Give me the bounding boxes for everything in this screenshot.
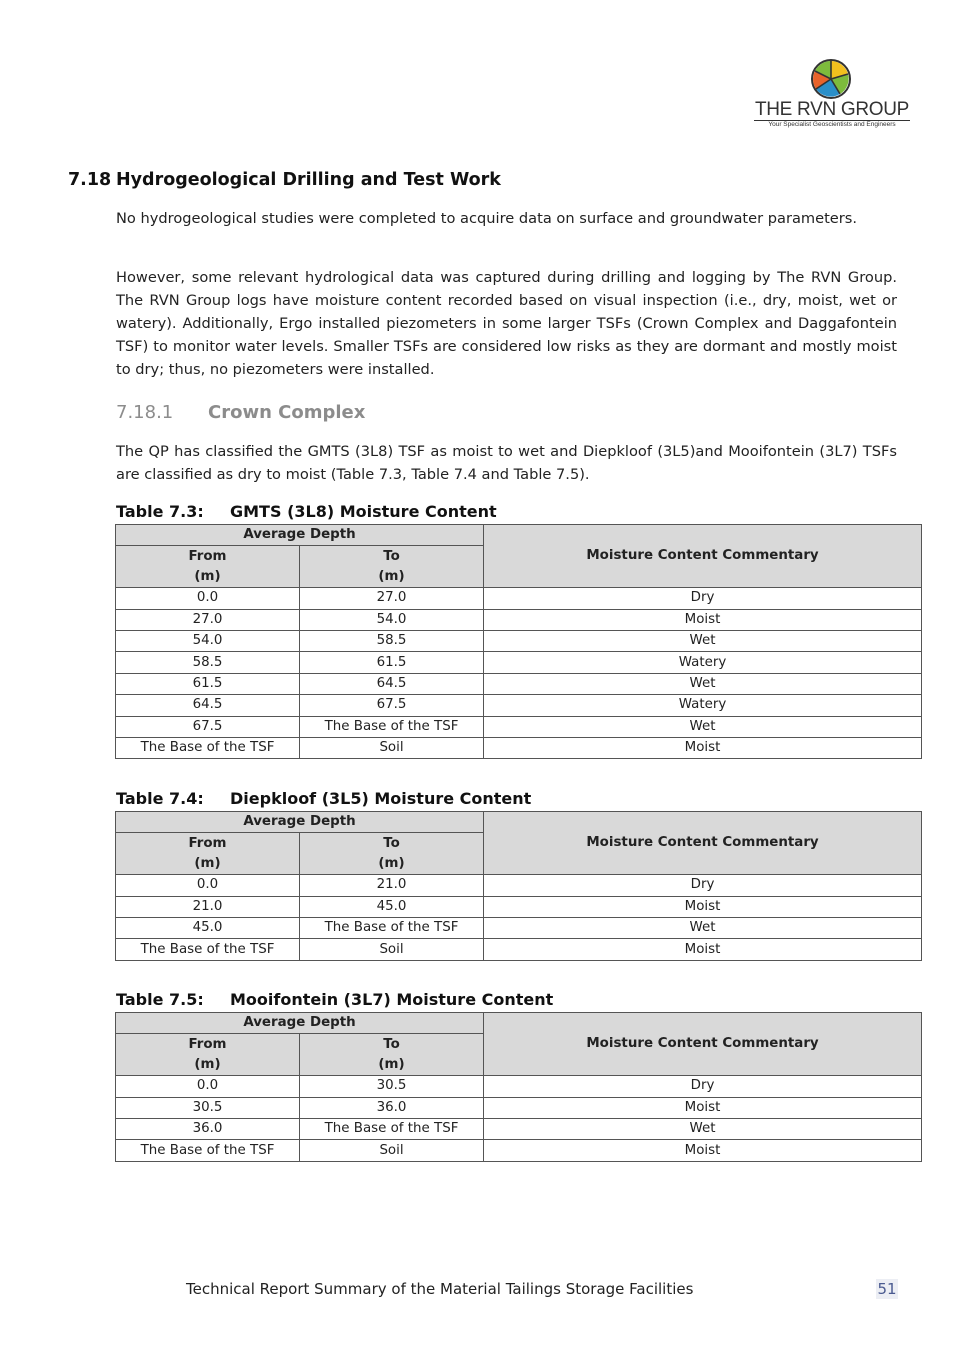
to-cell: 64.5 — [300, 673, 484, 694]
to-cell: Soil — [300, 939, 484, 960]
commentary-cell: Moist — [484, 896, 922, 917]
table-row — [116, 1118, 922, 1139]
to-unit-header: (m) — [300, 567, 484, 588]
from-cell: 21.0 — [116, 896, 300, 917]
to-cell: The Base of the TSF — [300, 1118, 484, 1139]
from-cell: The Base of the TSF — [116, 1140, 300, 1161]
to-header: To — [300, 833, 484, 854]
commentary-cell: Wet — [484, 917, 922, 938]
table-row — [116, 1076, 922, 1097]
logo-tagline: Your Specialist Geoscientists and Engineers — [768, 121, 896, 128]
footer-text: Technical Report Summary of the Material Tailings Storage Facilities — [186, 1280, 694, 1298]
commentary-cell: Moist — [484, 1140, 922, 1161]
to-header: To — [300, 1034, 484, 1055]
from-cell: 0.0 — [116, 875, 300, 896]
from-cell: 54.0 — [116, 630, 300, 651]
to-cell: The Base of the TSF — [300, 716, 484, 737]
table-number: Table 7.4: — [116, 789, 204, 808]
from-cell: 0.0 — [116, 588, 300, 609]
subsection-title: Crown Complex — [208, 402, 366, 423]
commentary-cell: Watery — [484, 695, 922, 716]
from-cell: 67.5 — [116, 716, 300, 737]
from-cell: 61.5 — [116, 673, 300, 694]
commentary-header: Moisture Content Commentary — [484, 812, 922, 875]
subsection-number: 7.18.1 — [116, 402, 174, 423]
to-cell: 21.0 — [300, 875, 484, 896]
commentary-header: Moisture Content Commentary — [484, 525, 922, 588]
from-cell: The Base of the TSF — [116, 737, 300, 758]
commentary-cell: Wet — [484, 716, 922, 737]
to-cell: 36.0 — [300, 1097, 484, 1118]
moisture-table-mooifontein — [115, 1012, 922, 1162]
to-cell: 61.5 — [300, 652, 484, 673]
average-depth-header: Average Depth — [116, 812, 484, 833]
table-row — [116, 630, 922, 651]
to-cell: 54.0 — [300, 609, 484, 630]
average-depth-header: Average Depth — [116, 525, 484, 546]
to-cell: 45.0 — [300, 896, 484, 917]
table-caption — [116, 789, 531, 808]
to-header: To — [300, 546, 484, 567]
to-unit-header: (m) — [300, 854, 484, 875]
commentary-cell: Wet — [484, 673, 922, 694]
subsection-heading — [116, 402, 365, 423]
table-row — [116, 737, 922, 758]
table-row — [116, 1140, 922, 1161]
from-header: From — [116, 1034, 300, 1055]
to-cell: 27.0 — [300, 588, 484, 609]
moisture-table-diepkloof — [115, 811, 922, 961]
table-row — [116, 896, 922, 917]
to-cell: The Base of the TSF — [300, 917, 484, 938]
commentary-cell: Watery — [484, 652, 922, 673]
table-caption — [116, 990, 553, 1009]
table-row — [116, 652, 922, 673]
commentary-cell: Moist — [484, 609, 922, 630]
table-row — [116, 695, 922, 716]
from-unit-header: (m) — [116, 567, 300, 588]
logo-brand-text: THE RVN GROUP — [754, 99, 910, 120]
table-row — [116, 1097, 922, 1118]
commentary-cell: Dry — [484, 875, 922, 896]
section-heading — [68, 170, 501, 190]
commentary-cell: Wet — [484, 630, 922, 651]
to-unit-header: (m) — [300, 1055, 484, 1076]
section-number: 7.18 — [68, 170, 112, 190]
table-row — [116, 588, 922, 609]
from-cell: 45.0 — [116, 917, 300, 938]
table-title: Mooifontein (3L7) Moisture Content — [230, 990, 554, 1009]
subsection-paragraph: The QP has classified the GMTS (3L8) TSF as moist to wet and Diepkloof (3L5)and Mooifontein (3L7) TSFs are classified as dry to moist (Table 7.3, Table 7.4 and Table 7.5). — [116, 443, 897, 483]
page-number: 51 — [877, 1280, 897, 1298]
table-row — [116, 609, 922, 630]
table-title: GMTS (3L8) Moisture Content — [230, 502, 497, 521]
from-cell: 27.0 — [116, 609, 300, 630]
from-unit-header: (m) — [116, 1055, 300, 1076]
to-cell: 58.5 — [300, 630, 484, 651]
table-row — [116, 917, 922, 938]
from-header: From — [116, 833, 300, 854]
from-unit-header: (m) — [116, 854, 300, 875]
table-number: Table 7.3: — [116, 502, 204, 521]
table-row — [116, 673, 922, 694]
company-logo — [752, 58, 912, 134]
table-row — [116, 875, 922, 896]
from-cell: 58.5 — [116, 652, 300, 673]
commentary-cell: Moist — [484, 1097, 922, 1118]
from-cell: 30.5 — [116, 1097, 300, 1118]
commentary-cell: Dry — [484, 588, 922, 609]
from-cell: 0.0 — [116, 1076, 300, 1097]
table-number: Table 7.5: — [116, 990, 204, 1009]
section-title: Hydrogeological Drilling and Test Work — [116, 170, 501, 190]
table-row — [116, 939, 922, 960]
rvn-logo-icon — [810, 58, 852, 100]
table-caption — [116, 502, 497, 521]
to-cell: Soil — [300, 737, 484, 758]
moisture-table-gmts — [115, 524, 922, 759]
from-cell: 64.5 — [116, 695, 300, 716]
from-cell: 36.0 — [116, 1118, 300, 1139]
average-depth-header: Average Depth — [116, 1013, 484, 1034]
to-cell: Soil — [300, 1140, 484, 1161]
from-header: From — [116, 546, 300, 567]
commentary-cell: Wet — [484, 1118, 922, 1139]
commentary-header: Moisture Content Commentary — [484, 1013, 922, 1076]
to-cell: 30.5 — [300, 1076, 484, 1097]
commentary-cell: Dry — [484, 1076, 922, 1097]
commentary-cell: Moist — [484, 737, 922, 758]
paragraph-1: No hydrogeological studies were completed to acquire data on surface and groundwater parameters. — [116, 210, 858, 227]
to-cell: 67.5 — [300, 695, 484, 716]
commentary-cell: Moist — [484, 939, 922, 960]
table-title: Diepkloof (3L5) Moisture Content — [230, 789, 532, 808]
table-row — [116, 716, 922, 737]
paragraph-2: However, some relevant hydrological data was captured during drilling and logging by The RVN Group. The RVN Group logs have moisture content recorded based on visual inspection (i.e., dry, moist, wet or watery). Additionally, Ergo installed piezometers in some larger TSFs (Crown Complex and Daggafontein TSF) to monitor water levels. Smaller TSFs are considered low risks as they are dormant and mostly moist to dry; thus, no piezometers were installed. — [116, 269, 897, 378]
from-cell: The Base of the TSF — [116, 939, 300, 960]
